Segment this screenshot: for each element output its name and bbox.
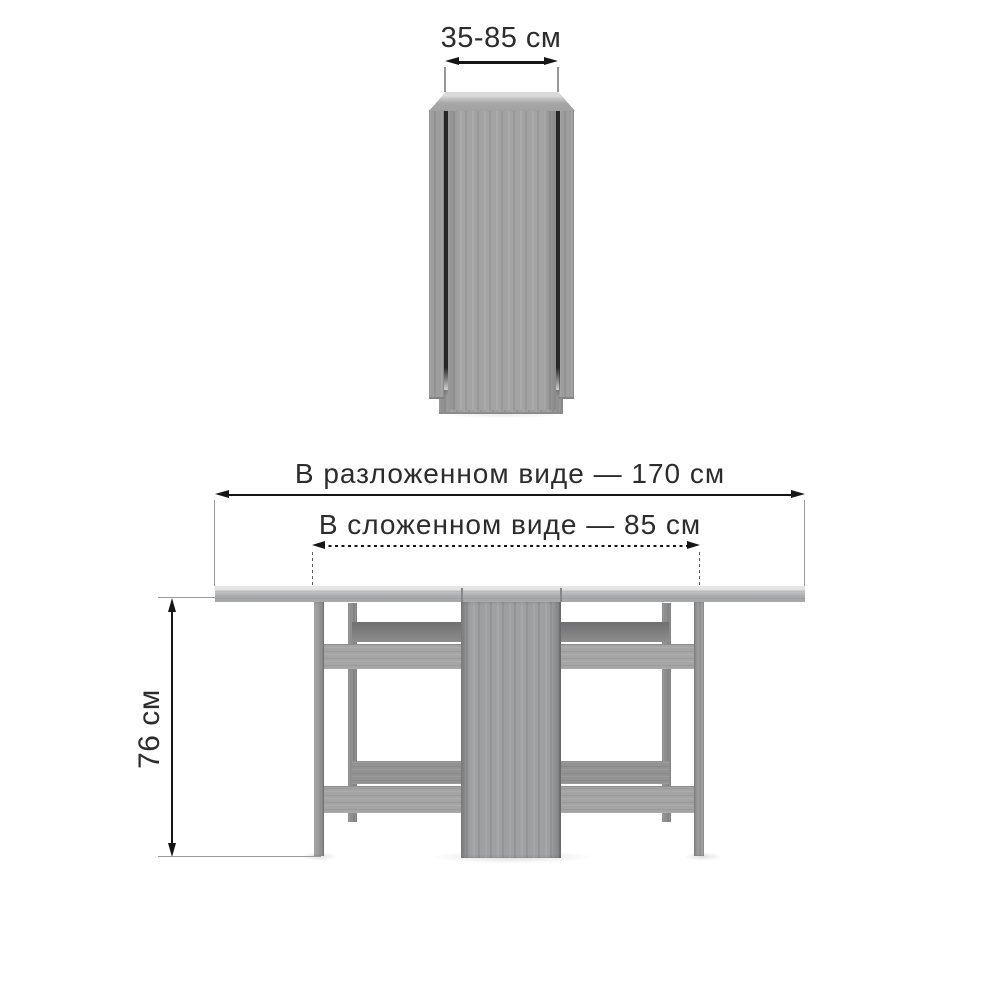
dimension-line <box>171 608 174 847</box>
right-upper-front-rail <box>561 644 701 669</box>
folded-table-center-panel <box>448 110 556 410</box>
right-front-leg <box>694 602 704 856</box>
height-top-reference-line <box>158 597 215 598</box>
height-arrow <box>168 598 177 857</box>
arrowhead-right-icon <box>791 490 805 498</box>
left-upper-front-rail <box>318 644 461 669</box>
folded-table-right-seam <box>556 111 560 396</box>
arrowhead-down-icon <box>168 843 176 857</box>
folded-width-dotted-arrow <box>312 541 700 551</box>
folded-width-arrow <box>445 57 558 67</box>
dimension-line <box>226 494 794 497</box>
left-lower-front-rail <box>318 786 461 813</box>
dotted-dimension-line <box>322 545 690 547</box>
folded-table-top-cap <box>429 92 575 111</box>
table-top <box>215 586 805 602</box>
right-lower-front-rail <box>561 786 701 813</box>
folded-table-left-seam <box>444 111 448 396</box>
right-upper-back-rail <box>561 622 669 642</box>
height-bottom-reference-line <box>158 856 321 857</box>
arrowhead-left-icon <box>312 541 325 549</box>
dotted-extension-line <box>699 552 701 585</box>
pedestal <box>461 602 561 858</box>
arrowhead-left-icon <box>445 57 459 65</box>
unfolded-width-label: В разложенном виде — 170 см <box>294 458 726 489</box>
unfolded-width-arrow <box>215 490 805 500</box>
folded-table-left-leaf <box>429 110 444 399</box>
table-top-left-seam <box>461 588 463 602</box>
arrowhead-right-icon <box>544 57 558 65</box>
arrowhead-left-icon <box>215 490 229 498</box>
arrowhead-up-icon <box>168 598 176 612</box>
right-lower-back-rail <box>561 761 669 784</box>
left-lower-back-rail <box>352 761 461 784</box>
left-front-leg <box>314 602 324 856</box>
dotted-extension-line <box>312 552 314 585</box>
arrowhead-right-icon <box>687 541 700 549</box>
left-upper-back-rail <box>352 622 461 642</box>
table-top-right-seam <box>560 588 562 602</box>
extension-line <box>444 67 446 92</box>
folded-table-right-leaf <box>559 110 574 399</box>
extension-line <box>557 67 559 92</box>
folded-width-on-unfolded-label: В сложенном виде — 85 см <box>318 509 702 540</box>
height-label: 76 см <box>133 689 166 769</box>
dimension-line <box>455 61 548 64</box>
folded-width-label: 35-85 см <box>440 22 562 54</box>
